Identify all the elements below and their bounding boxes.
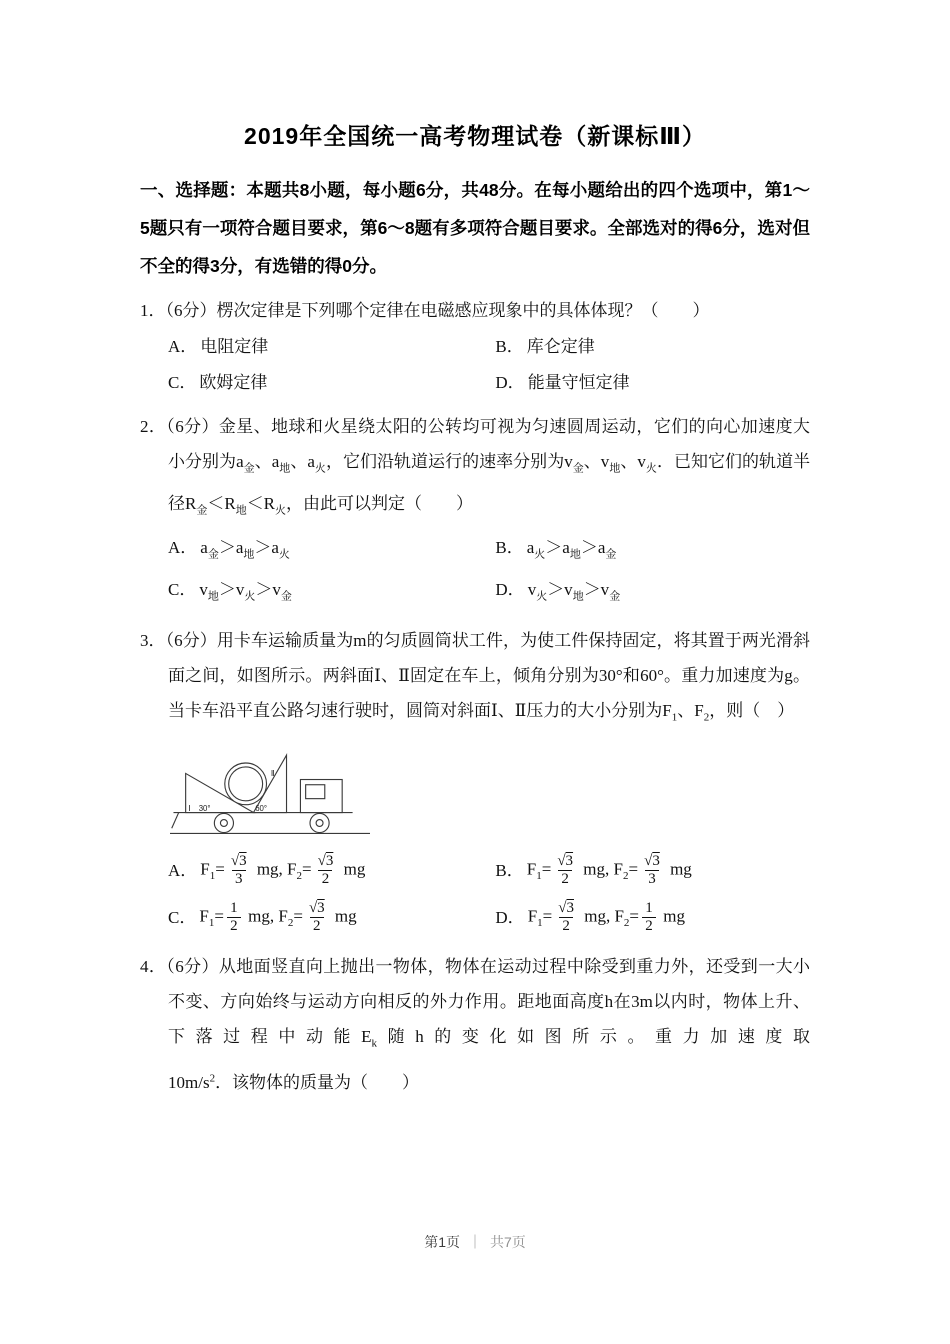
question-4-text: （6分）从地面竖直向上抛出一物体，物体在运动过程中除受到重力外，还受到一大小不变、方向始终与运动方向相反的外力作用。距地面高度h在3m以内时，物体上升、下落过程中动能$E_k$随h的变化如图所示。重力加速度取$10m/s^2$．该物体的质量为（ ） — [166, 956, 811, 1092]
rear-wheel-hub — [220, 819, 227, 826]
question-2-options — [140, 530, 810, 615]
total-pages-label: 共7页 — [490, 1234, 526, 1250]
question-2-option-d — [495, 572, 810, 614]
option-label: B． — [495, 860, 524, 880]
question-1 — [140, 293, 810, 401]
option-label: D． — [495, 907, 525, 927]
question-2-option-b — [495, 530, 810, 572]
option-text: $F_1=$ $\frac{1}{2}$ mg, $F_2=$ $\frac{√3}{2}$ mg — [199, 899, 357, 934]
incline-2-angle-label: 60° — [255, 803, 268, 813]
question-4 — [140, 949, 810, 1100]
question-3-text: （6分）用卡车运输质量为m的匀质圆筒状工件，为使工件保持固定，将其置于两光滑斜面之间，如图所示。两斜面Ⅰ、Ⅱ固定在车上，倾角分别为30°和60°。重力加速度为g。当卡车沿平直公路匀速行驶时，圆筒对斜面Ⅰ、Ⅱ压力的大小分别为$F_1$、$F_2$，则（ ） — [165, 630, 810, 723]
question-3-option-b — [495, 847, 810, 894]
incline-1-label: Ⅰ — [188, 803, 191, 813]
question-2 — [140, 409, 810, 615]
question-3-option-d — [495, 894, 810, 941]
question-3-number: 3． — [140, 630, 166, 650]
question-2-option-a — [168, 530, 495, 572]
cylinder-inner — [229, 767, 263, 801]
section-instructions: 一、选择题：本题共8小题，每小题6分，共48分。在每小题给出的四个选项中，第1～5题只有一项符合题目要求，第6～8题有多项符合题目要求。全部选对的得6分，选对但不全的得3分，有选错的得0分。 — [140, 180, 810, 276]
option-text: $F_1=$ $\frac{√3}{3}$ mg, $F_2=$ $\frac{√3}{2}$ mg — [200, 852, 366, 887]
question-1-text: （6分）楞次定律是下列哪个定律在电磁感应现象中的具体体现？（ ） — [165, 301, 710, 320]
question-3-option-a — [168, 847, 495, 894]
question-3-figure — [170, 743, 370, 843]
question-1-option-c — [168, 365, 495, 401]
question-1-option-a — [168, 329, 495, 365]
current-page-label: 第1页 — [424, 1234, 460, 1250]
question-1-number: 1． — [140, 301, 166, 320]
cab-window — [306, 785, 325, 799]
incline-1-angle-label: 30° — [198, 803, 211, 813]
option-text: 库仑定律 — [526, 337, 595, 356]
question-4-number: 4． — [140, 956, 167, 976]
question-1-option-d — [495, 365, 810, 401]
option-label: C． — [168, 580, 197, 600]
option-label: B． — [495, 337, 524, 356]
option-text: $v_地>v_火>v_金$ — [199, 580, 292, 603]
option-text: $F_1=$ $\frac{√3}{2}$ mg, $F_2=$ $\frac{1}{2}$ mg — [527, 899, 685, 934]
question-3 — [140, 623, 810, 941]
option-label: B． — [495, 537, 524, 557]
question-4-stem — [140, 949, 810, 1100]
question-1-options — [140, 329, 810, 401]
question-2-text: （6分）金星、地球和火星绕太阳的公转均可视为匀速圆周运动，它们的向心加速度大小分别为$a_金$、$a_地$、$a_火$，它们沿轨道运行的速率分别为$v_金$、$v_地$、$v_火$．已知它们的轨道半径$R_金<R_地<R_火$，由此可以判定（ ） — [166, 417, 811, 517]
option-label: A． — [168, 337, 198, 356]
option-text: 能量守恒定律 — [527, 373, 630, 392]
question-2-stem — [140, 409, 810, 529]
question-1-stem — [140, 293, 810, 328]
option-text: $F_1=$ $\frac{√3}{2}$ mg, $F_2=$ $\frac{√3}{3}$ mg — [526, 852, 692, 887]
page-footer — [0, 1232, 950, 1252]
option-text: $a_金>a_地>a_火$ — [200, 537, 290, 561]
option-text: $v_火>v_地>v_金$ — [527, 580, 621, 603]
front-wheel-hub — [316, 819, 323, 826]
question-1-option-b — [495, 329, 810, 365]
trailer-hitch — [172, 813, 179, 829]
option-text: 电阻定律 — [200, 337, 269, 356]
option-text: $a_火>a_地>a_金$ — [526, 537, 617, 561]
option-text: 欧姆定律 — [199, 373, 268, 392]
question-3-option-c — [168, 894, 495, 941]
option-label: A． — [168, 860, 198, 880]
truck-incline-diagram — [170, 743, 370, 843]
question-3-options — [140, 847, 810, 941]
option-label: C． — [168, 373, 197, 392]
question-2-number: 2． — [140, 417, 167, 436]
page-title: 2019年全国统一高考物理试卷（新课标Ⅲ） — [244, 123, 706, 149]
option-label: D． — [495, 373, 525, 392]
option-label: D． — [495, 580, 525, 600]
option-label: C． — [168, 907, 197, 927]
question-2-option-c — [168, 572, 495, 614]
page-divider: ｜ — [468, 1234, 482, 1250]
question-3-stem — [140, 623, 810, 735]
option-label: A． — [168, 537, 198, 557]
incline-2-label: Ⅱ — [270, 768, 275, 778]
